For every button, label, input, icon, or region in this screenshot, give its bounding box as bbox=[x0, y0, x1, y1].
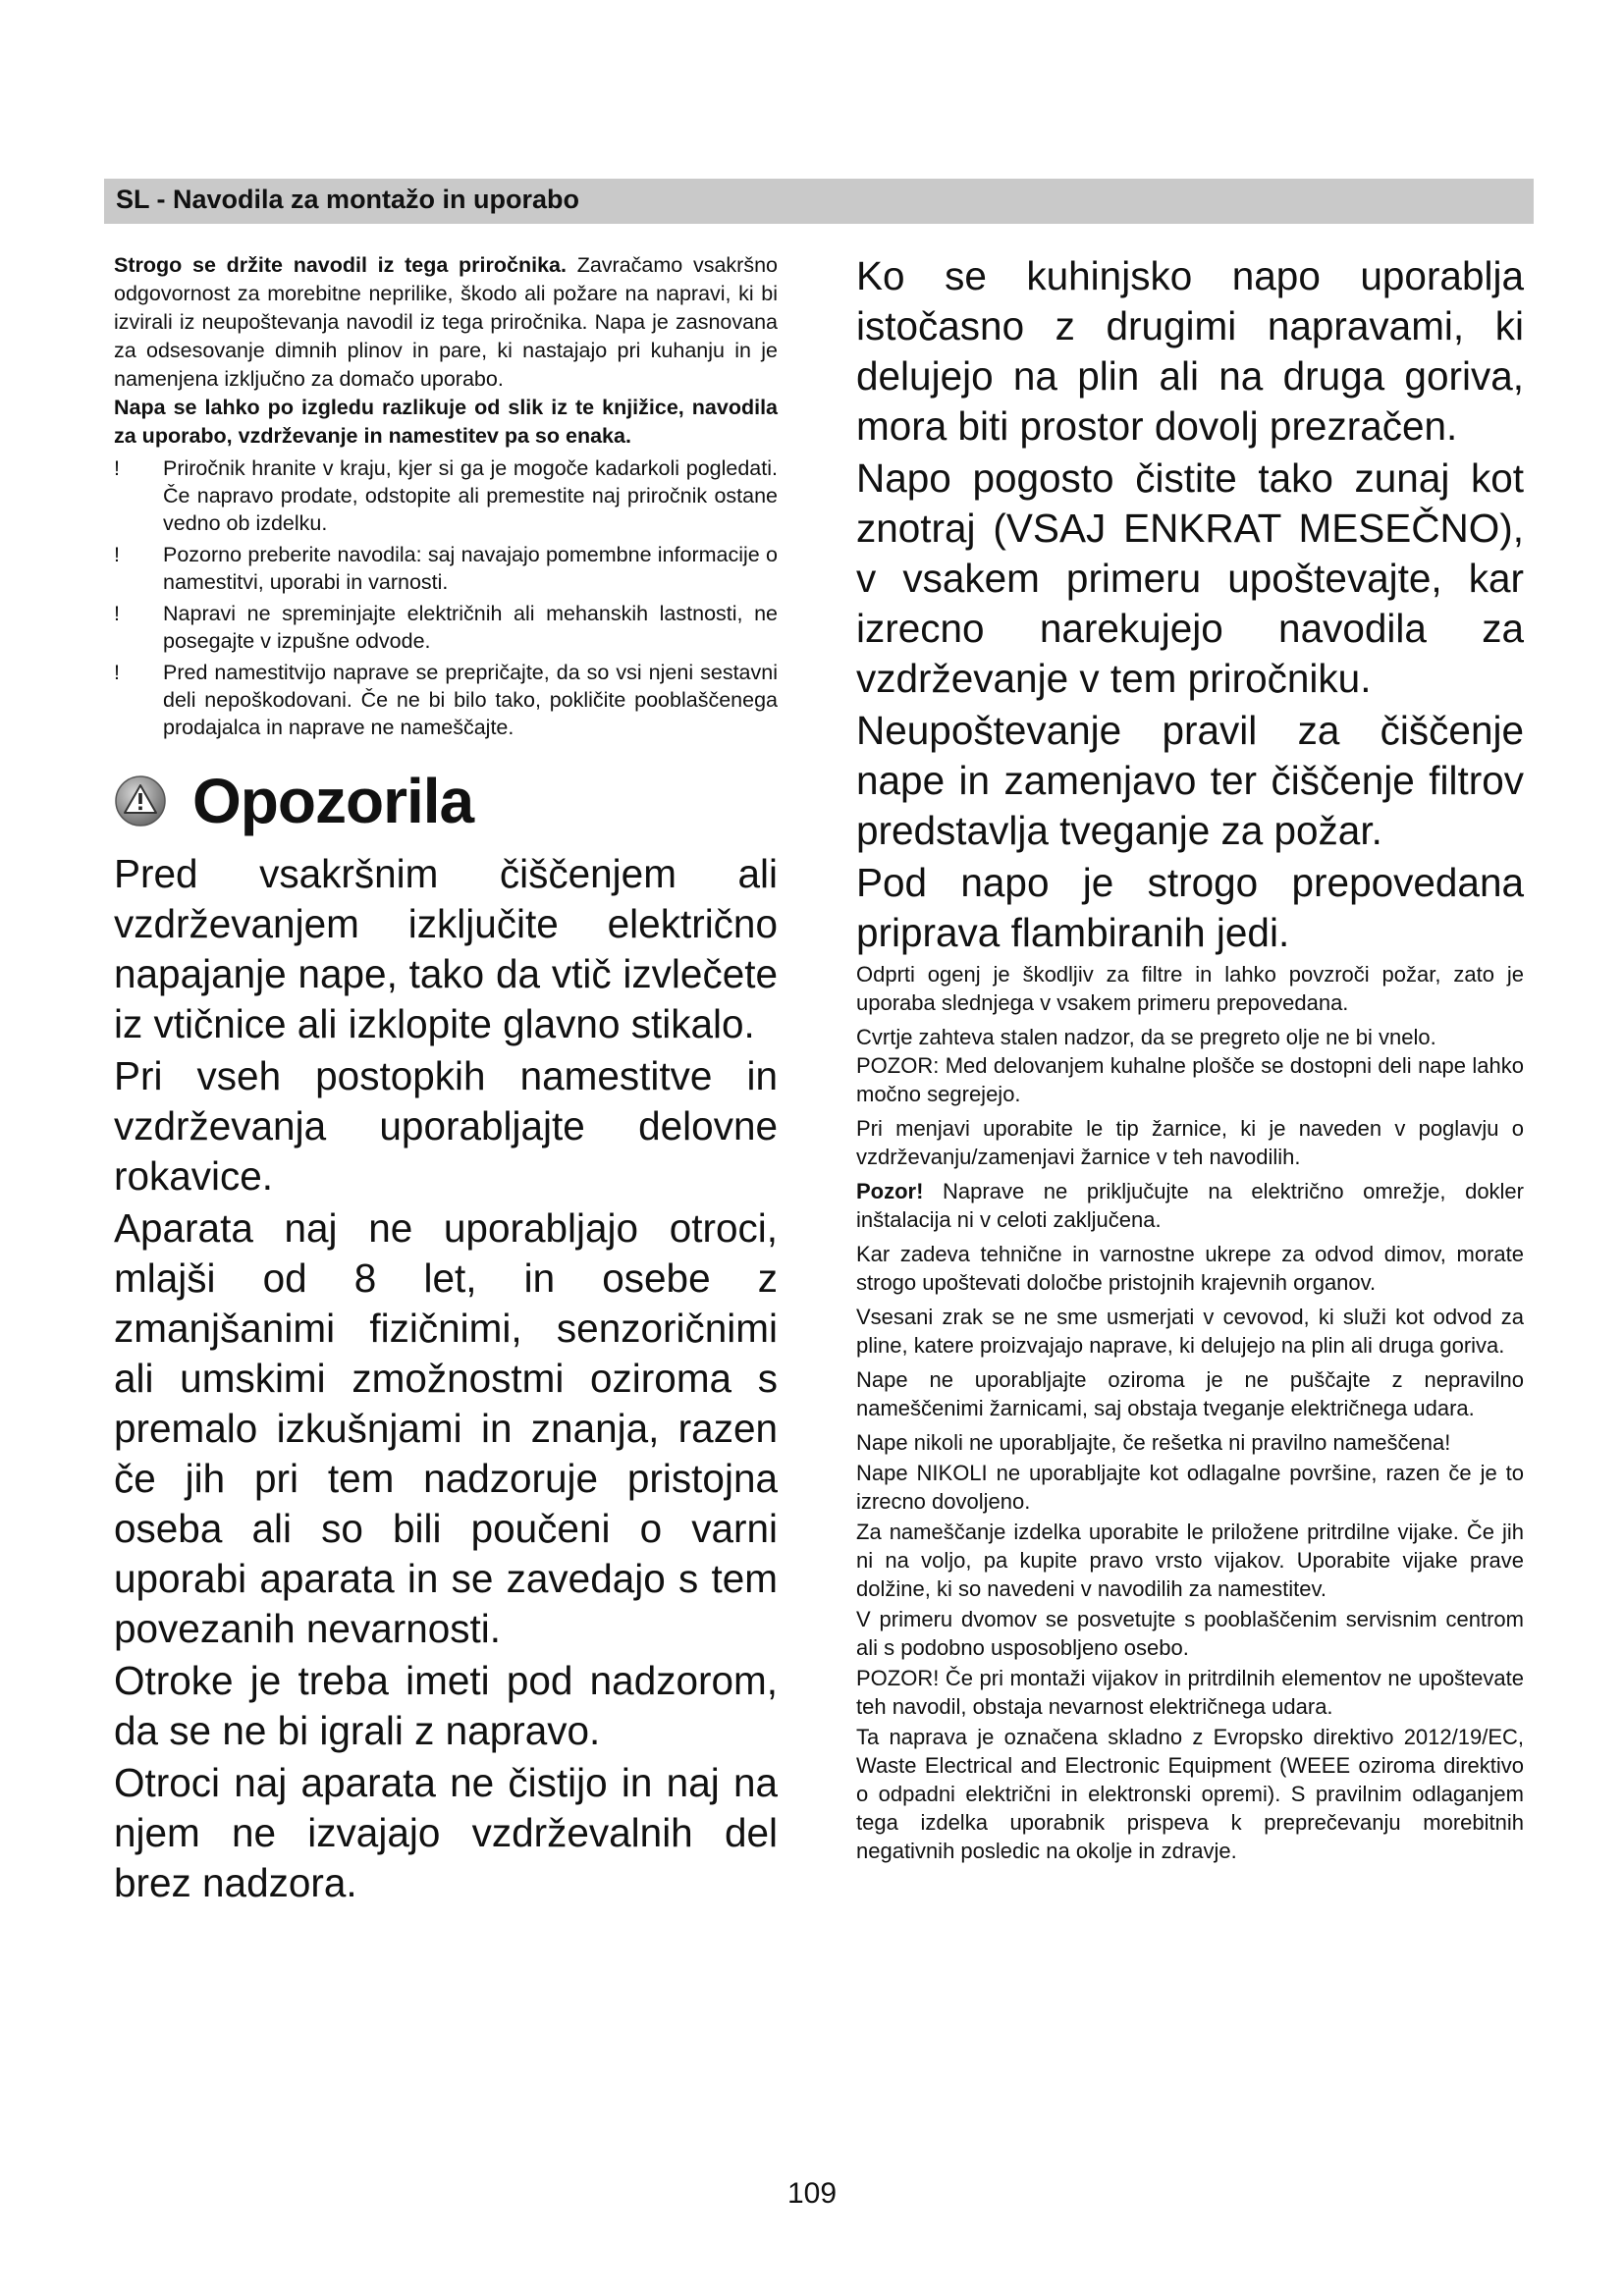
safety-paragraph: Cvrtje zahteva stalen nadzor, da se pregreto olje ne bi vnelo. bbox=[856, 1025, 1436, 1049]
appearance-notice bbox=[114, 394, 778, 451]
safety-paragraph: Kar zadeva tehnične in varnostne ukrepe za odvod dimov, morate strogo upoštevati določbe pristojnih krajevnih organov. bbox=[856, 1242, 1524, 1295]
warning-paragraph: Otroke je treba imeti pod nadzorom, da se ne bi igrali z napravo. bbox=[114, 1658, 778, 1753]
warning-paragraph: Aparata naj ne uporabljajo otroci, mlajši od 8 let, in osebe z zmanjšanimi fizičnimi, senzoričnimi ali umskimi zmožnostmi oziroma s premalo izkušnjami in znanja, razen če jih pri tem nadzoruje pristojna oseba ali so bili poučeni o varni uporabi aparata in se zavedajo s tem povezanih nevarnosti. bbox=[114, 1205, 778, 1651]
safety-paragraph: Pri menjavi uporabite le tip žarnice, ki je naveden v poglavju o vzdrževanju/zamenjavi žarnice v teh navodilih. bbox=[856, 1116, 1524, 1169]
warning-paragraph: Ko se kuhinjsko napo uporablja istočasno z drugimi napravami, ki delujejo na plin ali na druga goriva, mora biti prostor dovolj prezračen. bbox=[856, 253, 1524, 449]
pozor-bold: Pozor! bbox=[856, 1179, 924, 1203]
warning-paragraph: Pri vseh postopkih namestitve in vzdrževanja uporabljajte delovne rokavice. bbox=[114, 1053, 778, 1199]
list-item bbox=[114, 454, 778, 537]
safety-paragraph: V primeru dvomov se posvetujte s pooblaščenim servisnim centrom ali s podobno usposobljeno osebo. bbox=[856, 1607, 1524, 1660]
intro-paragraph bbox=[114, 251, 778, 394]
section-header-bar bbox=[104, 179, 1534, 224]
list-item bbox=[114, 541, 778, 596]
safety-paragraph: Nape nikoli ne uporabljajte, če rešetka ni pravilno nameščena! bbox=[856, 1430, 1451, 1455]
list-item-text: Napravi ne spreminjajte električnih ali mehanskih lastnosti, ne posegajte v izpušne odvode. bbox=[163, 602, 778, 653]
intro-bold: Strogo se držite navodil iz tega priročnika. bbox=[114, 253, 567, 277]
appearance-notice-text: Napa se lahko po izgledu razlikuje od slik iz te knjižice, navodila za uporabo, vzdrževanje in namestitev pa so enaka. bbox=[114, 396, 778, 448]
list-item-text: Priročnik hranite v kraju, kjer si ga je mogoče kadarkoli pogledati. Če napravo prodate, odstopite ali premestite naj priročnik ostane vedno ob izdelku. bbox=[163, 456, 778, 535]
safety-paragraph: Vsesani zrak se ne sme usmerjati v cevovod, ki služi kot odvod za pline, katere proizvajajo naprave, ki delujejo na plin ali druga goriva. bbox=[856, 1305, 1524, 1358]
list-item bbox=[114, 600, 778, 655]
exclamation-mark: ! bbox=[114, 543, 120, 566]
page-number: 109 bbox=[786, 2177, 838, 2210]
warning-icon bbox=[114, 774, 167, 828]
warning-paragraph: Napo pogosto čistite tako zunaj kot znotraj (VSAJ ENKRAT MESEČNO), v vsakem primeru upoštevajte, kar izrecno narekujejo navodila za vzdrževanje v tem priročniku. bbox=[856, 455, 1524, 701]
safety-paragraph: POZOR! Če pri montaži vijakov in pritrdilnih elementov ne upoštevate teh navodil, obstaja nevarnost električnega udara. bbox=[856, 1666, 1524, 1719]
intro-text: Zavračamo vsakršno odgovornost za morebitne neprilike, škodo ali požare na napravi, ki bi izvirali iz neupoštevanja navodil iz tega priročnika. Napa je zasnovana za odsesovanje dimnih plinov in pare, ki nastajajo pri kuhanju in je namenjena izključno za domačo uporabo. bbox=[114, 253, 778, 391]
bullet-list bbox=[114, 454, 778, 741]
safety-paragraph: Odprti ogenj je škodljiv za filtre in lahko povzroči požar, zato je uporaba slednjega v vsakem primeru prepovedana. bbox=[856, 962, 1524, 1015]
section-title: SL - Navodila za montažo in uporabo bbox=[116, 185, 580, 214]
warnings-heading bbox=[114, 767, 778, 835]
list-item-text: Pozorno preberite navodila: saj navajajo pomembne informacije o namestitvi, uporabi in varnosti. bbox=[163, 543, 778, 594]
exclamation-mark: ! bbox=[114, 661, 120, 684]
list-item-text: Pred namestitvijo naprave se prepričajte, da so vsi njeni sestavni deli nepoškodovani. Če ne bi bilo tako, pokličite pooblaščenega prodajalca in naprave ne nameščajte. bbox=[163, 661, 778, 739]
safety-paragraph: Za nameščanje izdelka uporabite le priložene pritrdilne vijake. Če jih ni na voljo, pa kupite pravo vrsto vijakov. Uporabite vijake prave dolžine, ki so navedeni v navodilih za namestitev. bbox=[856, 1520, 1524, 1601]
safety-paragraph: Nape ne uporabljajte oziroma je ne puščajte z nepravilno nameščenimi žarnicami, saj obstaja tveganje električnega udara. bbox=[856, 1367, 1524, 1420]
safety-paragraph: Nape NIKOLI ne uporabljajte kot odlagalne površine, razen če je to izrecno dovoljeno. bbox=[856, 1461, 1524, 1514]
warning-paragraph: Pod napo je strogo prepovedana priprava flambiranih jedi. bbox=[856, 860, 1524, 955]
safety-paragraph bbox=[856, 1177, 1524, 1234]
safety-paragraph-text: Naprave ne priključujte na električno omrežje, dokler inštalacija ni v celoti zaključena. bbox=[856, 1179, 1524, 1232]
left-column bbox=[114, 251, 778, 1910]
weee-paragraph: Ta naprava je označena skladno z Evropsko direktivo 2012/19/EC, Waste Electrical and Electronic Equipment (WEEE oziroma direktivo o odpadni električni in elektronski opremi). S pravilnim odlaganjem tega izdelka uporabnik prispeva k preprečevanju morebitnih negativnih posledic na okolje in zdravje. bbox=[856, 1725, 1524, 1863]
warning-paragraph: Otroci naj aparata ne čistijo in naj na njem ne izvajajo vzdrževalnih del brez nadzora. bbox=[114, 1760, 778, 1905]
list-item bbox=[114, 659, 778, 741]
safety-paragraph: POZOR: Med delovanjem kuhalne plošče se dostopni deli nape lahko močno segrejejo. bbox=[856, 1053, 1524, 1106]
exclamation-mark: ! bbox=[114, 456, 120, 480]
warning-paragraph: Pred vsakršnim čiščenjem ali vzdrževanjem izključite električno napajanje nape, tako da vtič izvlečete iz vtičnice ali izklopite glavno stikalo. bbox=[114, 851, 778, 1046]
warning-paragraph: Neupoštevanje pravil za čiščenje nape in zamenjavo ter čiščenje filtrov predstavlja tveganje za požar. bbox=[856, 708, 1524, 853]
exclamation-mark: ! bbox=[114, 602, 120, 625]
warnings-title: Opozorila bbox=[192, 766, 474, 836]
right-column bbox=[856, 251, 1524, 1871]
